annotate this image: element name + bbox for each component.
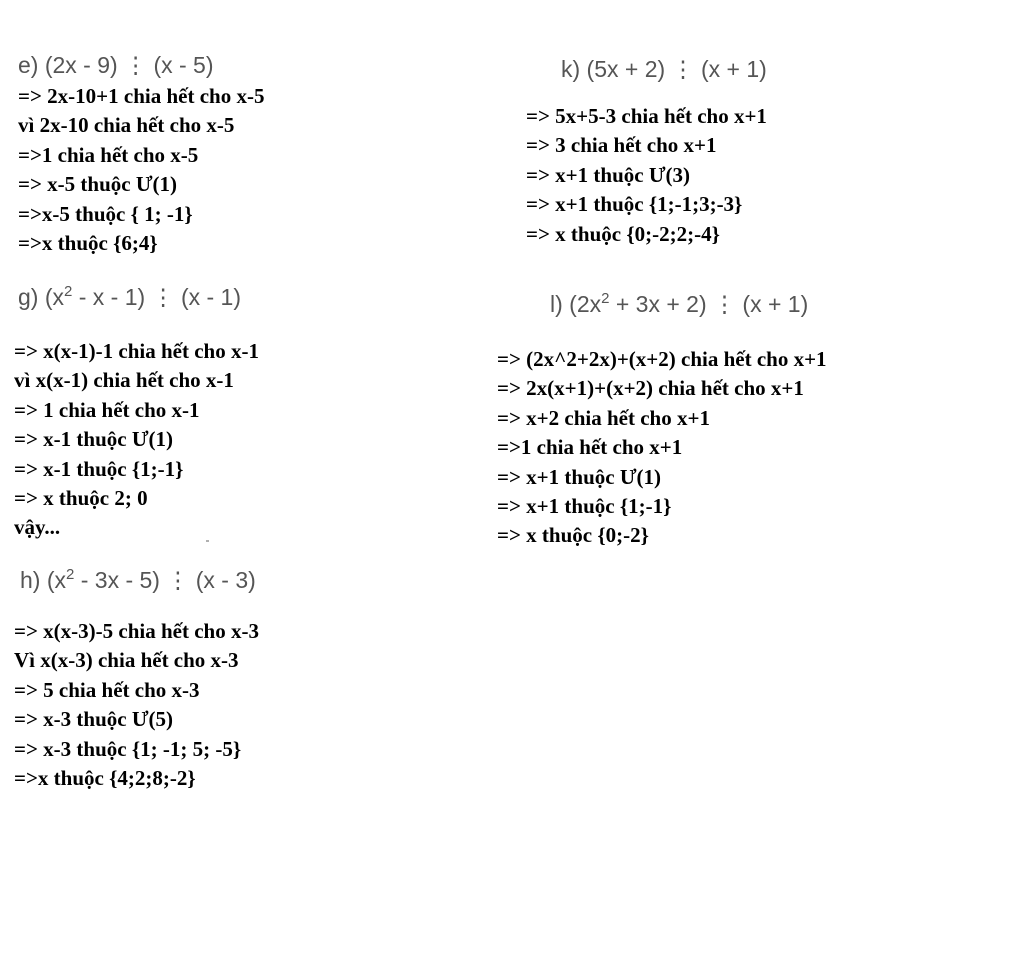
heading-text: k) (5x + 2) ⋮ (x + 1) [561,56,767,82]
problem-g [18,282,241,312]
solution-line: => 2x-10+1 chia hết cho x-5 [18,84,265,108]
exponent: 2 [66,566,75,583]
problem-h-solution [14,617,259,793]
heading-text: + 3x + 2) ⋮ (x + 1) [609,291,809,317]
heading-text: h) (x [20,567,66,593]
solution-line: => x thuộc 2; 0 [14,486,148,511]
stray-dot [206,540,209,542]
solution-line: => x+1 thuộc {1;-1;3;-3} [526,192,743,217]
problem-k [561,54,767,84]
solution-line: => 1 chia hết cho x-1 [14,397,200,422]
problem-e-heading [18,50,214,80]
solution-line: vậy... [14,515,61,540]
solution-line: vì x(x-1) chia hết cho x-1 [14,368,234,393]
problem-l-solution [497,345,827,551]
exponent: 2 [601,290,610,307]
solution-line: => 5x+5-3 chia hết cho x+1 [526,104,767,128]
solution-line: =>1 chia hết cho x-5 [18,142,199,167]
heading-text: e) (2x - 9) ⋮ (x - 5) [18,52,214,78]
heading-text: - 3x - 5) ⋮ (x - 3) [74,567,256,593]
solution-line: => x-1 thuộc Ư(1) [14,427,174,452]
solution-line: Vì x(x-3) chia hết cho x-3 [14,648,239,673]
solution-line: => x-1 thuộc {1;-1} [14,456,184,481]
solution-line: vì 2x-10 chia hết cho x-5 [18,113,235,138]
solution-line: => (2x^2+2x)+(x+2) chia hết cho x+1 [497,347,827,371]
solution-line: => x thuộc {0;-2} [497,523,649,548]
heading-text: l) (2x [550,291,602,317]
solution-line: => x thuộc {0;-2;2;-4} [526,221,720,246]
problem-h [20,565,256,595]
solution-line: => x-3 thuộc {1; -1; 5; -5} [14,736,242,761]
heading-text: - x - 1) ⋮ (x - 1) [72,284,242,310]
solution-line: => x+2 chia hết cho x+1 [497,405,710,430]
heading-text: g) (x [18,284,64,310]
solution-line: => x-3 thuộc Ư(5) [14,707,174,732]
problem-k-heading [561,54,767,84]
solution-line: =>x-5 thuộc { 1; -1} [18,201,193,226]
problem-g-heading [18,282,241,312]
problem-g-solution [14,337,259,543]
problem-e-solution [18,82,264,258]
solution-line: => x+1 thuộc Ư(1) [497,464,662,489]
exponent: 2 [64,283,73,300]
solution-line: =>1 chia hết cho x+1 [497,435,683,460]
solution-line: => x+1 thuộc Ư(3) [526,162,691,187]
solution-line: => x-5 thuộc Ư(1) [18,172,178,197]
problem-e [18,50,214,80]
solution-line: => x(x-1)-1 chia hết cho x-1 [14,339,259,363]
solution-line: =>x thuộc {4;2;8;-2} [14,766,196,791]
solution-line: => 2x(x+1)+(x+2) chia hết cho x+1 [497,376,804,401]
solution-line: => x(x-3)-5 chia hết cho x-3 [14,619,259,643]
solution-line: => 5 chia hết cho x-3 [14,677,200,702]
problem-k-solution [526,102,767,249]
problem-l-heading [550,289,808,319]
solution-line: =>x thuộc {6;4} [18,231,158,256]
solution-line: => x+1 thuộc {1;-1} [497,494,672,519]
solution-line: => 3 chia hết cho x+1 [526,133,717,158]
problem-l [550,289,808,319]
problem-h-heading [20,565,256,595]
